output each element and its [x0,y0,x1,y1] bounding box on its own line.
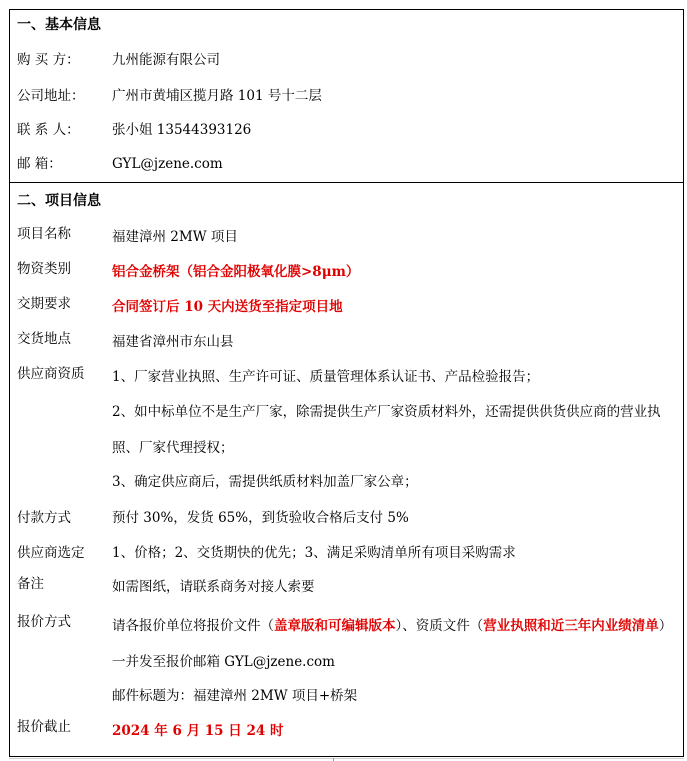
remarks-label: 备注 [17,576,44,592]
quote-method-label: 报价方式 [17,614,71,630]
delivery-location-label: 交货地点 [17,331,71,347]
section2-title: 二、项目信息 [17,193,101,209]
buyer-value: 九州能源有限公司 [112,52,220,68]
quote-text-3: ）一并发至报价邮箱 GYL@jzene.com [112,618,673,670]
supplier-selection-label: 供应商选定 [17,545,85,561]
email-subject: 邮件标题为：福建漳州 2MW 项目+桥架 [112,688,358,704]
project-name-value: 福建漳州 2MW 项目 [112,229,238,245]
delivery-requirement-label: 交期要求 [17,296,71,312]
quote-highlight-1: 盖章版和可编辑版本 [274,618,396,634]
payment-label: 付款方式 [17,510,71,526]
quote-text-2: ）、资质文件（ [395,618,484,634]
project-name-label: 项目名称 [17,226,71,242]
remarks-value: 如需图纸，请联系商务对接人索要 [112,579,315,595]
contact-value: 张小姐 13544393126 [112,122,252,138]
qualification-item-3: 3、确定供应商后，需提供纸质材料加盖厂家公章； [112,474,418,490]
buyer-label: 购 买 方： [17,52,80,68]
quote-method-text [112,608,678,680]
quote-highlight-2: 营业执照和近三年内业绩清单 [483,618,659,634]
quote-text-1: 请各报价单位将报价文件（ [112,618,274,634]
section1-title: 一、基本信息 [17,17,101,33]
section-divider [9,182,684,183]
supplier-selection-value: 1、价格；2、交货期快的优先；3、满足采购清单所有项目采购需求 [112,545,516,561]
qualification-item-2: 2、如中标单位不是生产厂家，除需提供生产厂家资质材料外，还需提供供货供应商的营业执照、厂家代理授权； [112,404,661,456]
address-label: 公司地址： [17,88,85,104]
deadline-label: 报价截止 [17,719,71,735]
page-bottom-line [9,758,684,759]
material-type-value: 铝合金桥架（铝合金阳极氧化膜>8μm） [112,264,360,280]
deadline-value: 2024 年 6 月 15 日 24 时 [112,723,284,739]
qualification-item-1: 1、厂家营业执照、生产许可证、质量管理体系认证书、产品检验报告； [112,369,540,385]
delivery-location-value: 福建省漳州市东山县 [112,334,234,350]
email-label: 邮 箱： [17,156,62,172]
payment-value: 预付 30%，发货 65%，到货验收合格后支付 5% [112,510,409,526]
supplier-qualification-label: 供应商资质 [17,366,85,382]
email-value: GYL@jzene.com [112,156,223,172]
material-type-label: 物资类别 [17,261,71,277]
address-value: 广州市黄埔区揽月路 101 号十二层 [112,88,322,104]
delivery-requirement-value: 合同签订后 10 天内送货至指定项目地 [112,299,343,315]
contact-label: 联 系 人： [17,122,80,138]
